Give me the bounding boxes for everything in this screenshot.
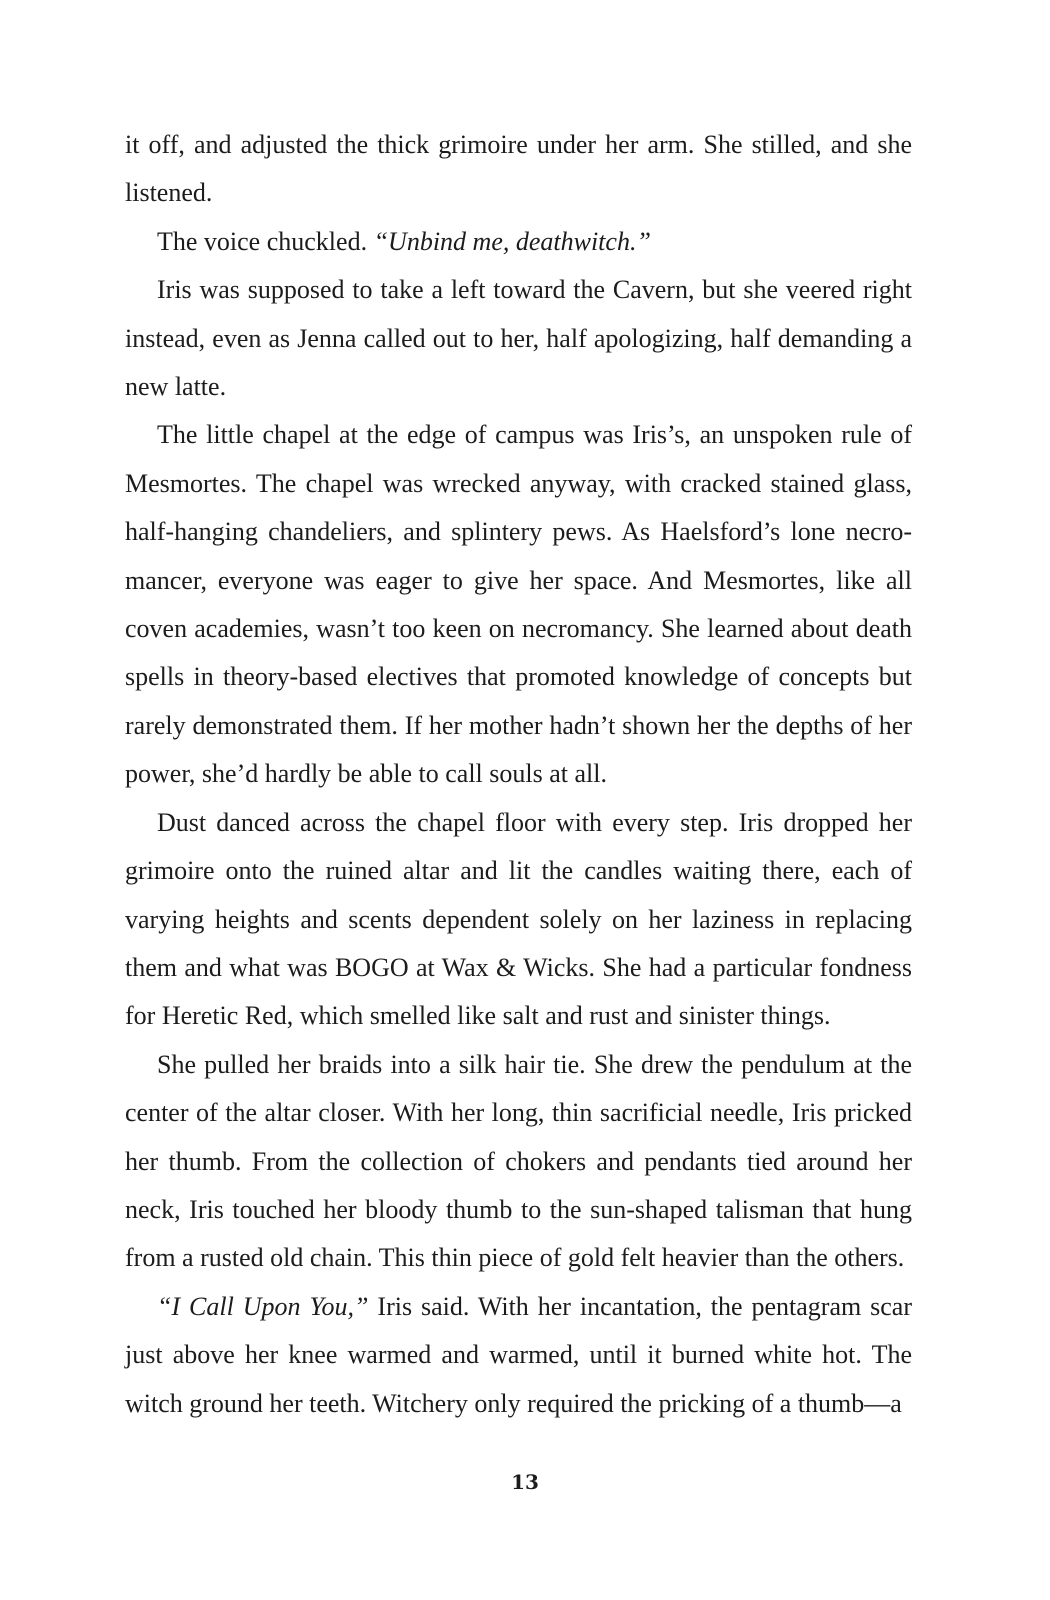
paragraph-text: Dust danced across the chapel floor with every step. Iris dropped her grimoire onto the ruined altar and lit the candles waiting there, each of varying heights and scents dependent solely on her laziness in replacing them and what was BOGO at Wax & Wicks. She had a particular fondness for Heretic Red, which smelled like salt and rust and sinister things. [125,807,912,1031]
paragraph-1 [125,121,912,218]
paragraph-6 [125,1041,912,1283]
paragraph-text: it off, and adjusted the thick grimoire under her arm. She stilled, and she listened. [125,130,912,208]
italic-dialogue: “Unbind me, deathwitch.” [373,226,651,256]
paragraph-3 [125,266,912,411]
body-text [125,121,912,1428]
paragraph-text: She pulled her braids into a silk hair tie. She drew the pendulum at the center of the altar closer. With her long, thin sacrificial needle, Iris pricked her thumb. From the collection of chokers and pendants tied around her neck, Iris touched her bloody thumb to the sun-shaped talisman that hung from a rusted old chain. This thin piece of gold felt heavier than the others. [125,1049,912,1273]
paragraph-7 [125,1283,912,1428]
paragraph-text: The little chapel at the edge of campus was Iris’s, an unspoken rule of Mesmortes. The chapel was wrecked anyway, with cracked stained glass, half-hanging chandeliers, and splintery pews. As Haelsford’s lone necromancer, everyone was eager to give her space. And Mesmortes, like all coven academies, wasn’t too keen on necromancy. She learned about death spells in theory-based electives that promoted knowledge of concepts but rarely demonstrated them. If her mother hadn’t shown her the depths of her power, she’d hardly be able to call souls at all. [125,420,912,789]
paragraph-4 [125,411,912,798]
paragraph-2 [125,218,912,266]
italic-incantation: “I Call Upon You,” [157,1291,369,1321]
paragraph-text: Iris said. With her incantation, the pentagram scar just above her knee warmed and warmed, until it burned white hot. The witch ground her teeth. Witchery only required the pricking of a thumb—a [125,1291,912,1418]
page-number: 13 [511,1470,539,1494]
paragraph-text: The voice chuckled. [157,226,374,256]
paragraph-text: Iris was supposed to take a left toward the Cavern, but she veered right instead, even as Jenna called out to her, half apologizing, half demanding a new latte. [125,275,912,402]
paragraph-5 [125,799,912,1041]
